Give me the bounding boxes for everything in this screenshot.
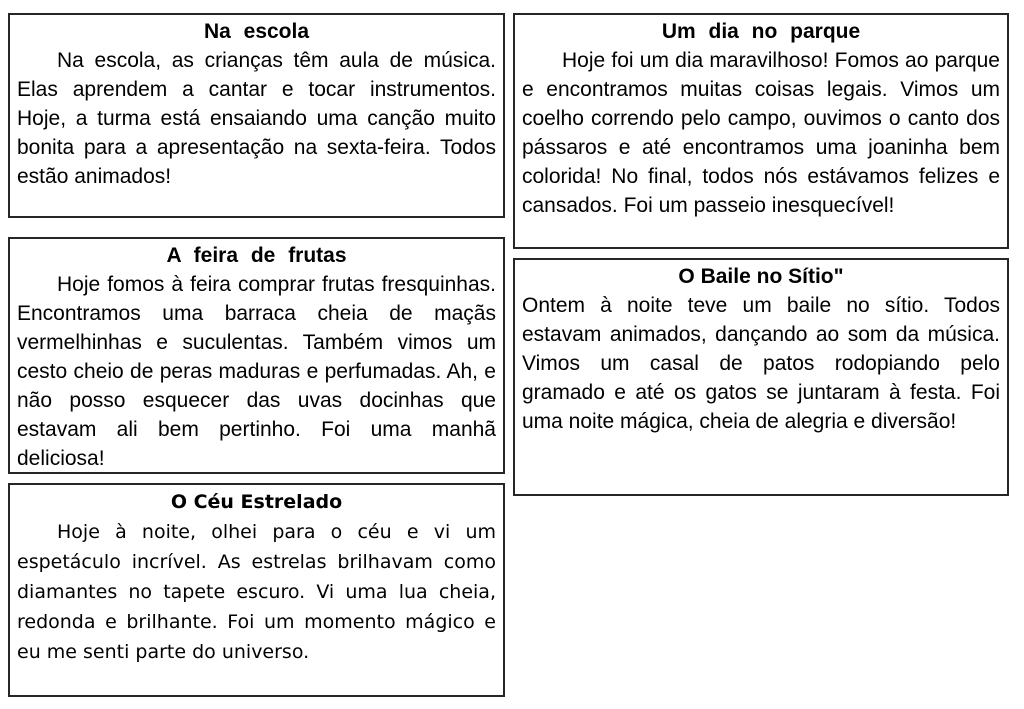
card-title-o-ceu-estrelado: O Céu Estrelado	[170, 491, 343, 513]
card-body-na-escola: Na escola, as crianças têm aula de música. Elas aprendem a cantar e tocar instrumentos. Hoje, a turma está ensaiando uma canção muito bonita para a apresentação na sexta-feira. Todos estão animados!	[17, 49, 496, 188]
card-title-um-dia-no-parque: Um dia no parque	[661, 20, 861, 43]
text-card-na-escola	[8, 13, 505, 218]
text-card-o-baile-no-sitio	[513, 258, 1009, 496]
card-title-na-escola: Na escola	[203, 20, 310, 43]
text-card-a-feira-de-frutas	[8, 237, 505, 474]
card-body-a-feira-de-frutas: Hoje fomos à feira comprar frutas fresquinhas. Encontramos uma barraca cheia de maçãs vermelhinhas e suculentas. Também vimos um cesto cheio de peras maduras e perfumadas. Ah, e não posso esquecer das uvas docinhas que estavam ali bem pertinho. Foi uma manhã deliciosa!	[17, 273, 496, 470]
card-title-o-baile-no-sitio: O Baile no Sítio"	[678, 265, 844, 288]
card-body-o-baile-no-sitio: Ontem à noite teve um baile no sítio. Todos estavam animados, dançando ao som da música. Vimos um casal de patos rodopiando pelo gramado e até os gatos se juntaram à festa. Foi uma noite mágica, cheia de alegria e diversão!	[522, 294, 1000, 433]
card-body-um-dia-no-parque: Hoje foi um dia maravilhoso! Fomos ao parque e encontramos muitas coisas legais. Vimos um coelho correndo pelo campo, ouvimos o canto dos pássaros e até encontramos uma joaninha bem colorida! No final, todos nós estávamos felizes e cansados. Foi um passeio inesquecível!	[522, 49, 1000, 217]
card-title-a-feira-de-frutas: A feira de frutas	[166, 244, 347, 267]
card-body-o-ceu-estrelado: Hoje à noite, olhei para o céu e vi um espetáculo incrível. As estrelas brilhavam como diamantes no tapete escuro. Vi uma lua cheia, redonda e brilhante. Foi um momento mágico e eu me senti parte do universo.	[17, 521, 496, 663]
text-card-o-ceu-estrelado	[8, 483, 505, 697]
text-card-um-dia-no-parque	[513, 13, 1009, 249]
